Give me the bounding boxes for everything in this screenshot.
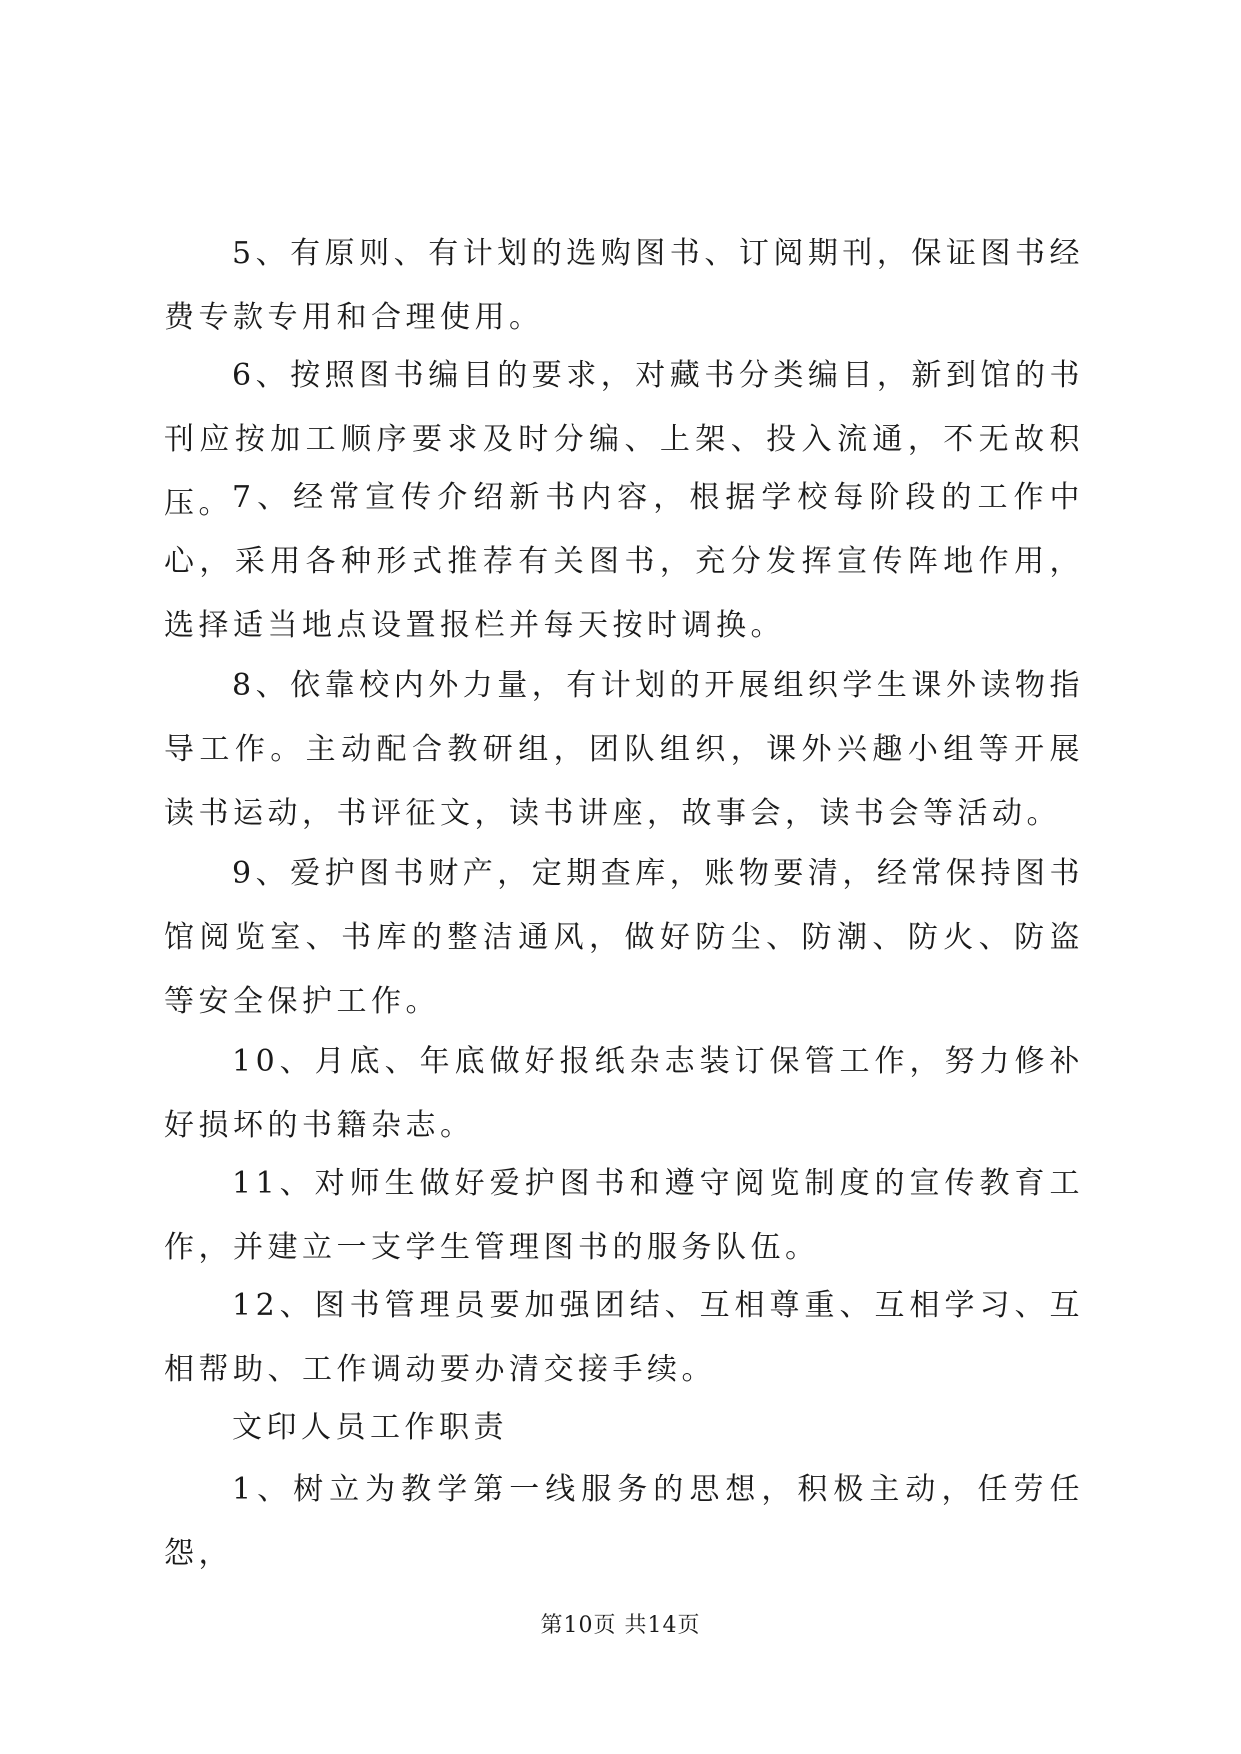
paragraph-item-5: 5、有原则、有计划的选购图书、订阅期刊，保证图书经费专款专用和合理使用。 [164,236,1084,335]
paragraph-item-12: 12、图书管理员要加强团结、互相尊重、互相学习、互相帮助、工作调动要办清交接手续。 [164,1288,1084,1387]
paragraph-item-1: 1、树立为教学第一线服务的思想，积极主动，任劳任怨， [164,1472,1084,1571]
paragraph-item-10: 10、月底、年底做好报纸杂志装订保管工作，努力修补好损坏的书籍杂志。 [164,1044,1084,1143]
paragraph-item-7: 7、经常宣传介绍新书内容，根据学校每阶段的工作中心，采用各种形式推荐有关图书，充分发挥宣传阵地作用，选择适当地点设置报栏并每天按时调换。 [164,480,1084,643]
paragraph-item-11: 11、对师生做好爱护图书和遵守阅览制度的宣传教育工作，并建立一支学生管理图书的服务队伍。 [164,1166,1084,1265]
paragraph-item-8: 8、依靠校内外力量，有计划的开展组织学生课外读物指导工作。主动配合教研组，团队组织，课外兴趣小组等开展读书运动，书评征文，读书讲座，故事会，读书会等活动。 [164,668,1084,831]
page-footer: 第10页 共14页 [540,1613,701,1638]
paragraph-item-9: 9、爱护图书财产，定期查库，账物要清，经常保持图书馆阅览室、书库的整洁通风，做好防尘、防潮、防火、防盗等安全保护工作。 [164,856,1084,1019]
section-heading: 文印人员工作职责 [232,1410,508,1445]
paragraph-item-6: 6、按照图书编目的要求，对藏书分类编目，新到馆的书刊应按加工顺序要求及时分编、上架、投入流通，不无故积压。 [164,358,1084,521]
